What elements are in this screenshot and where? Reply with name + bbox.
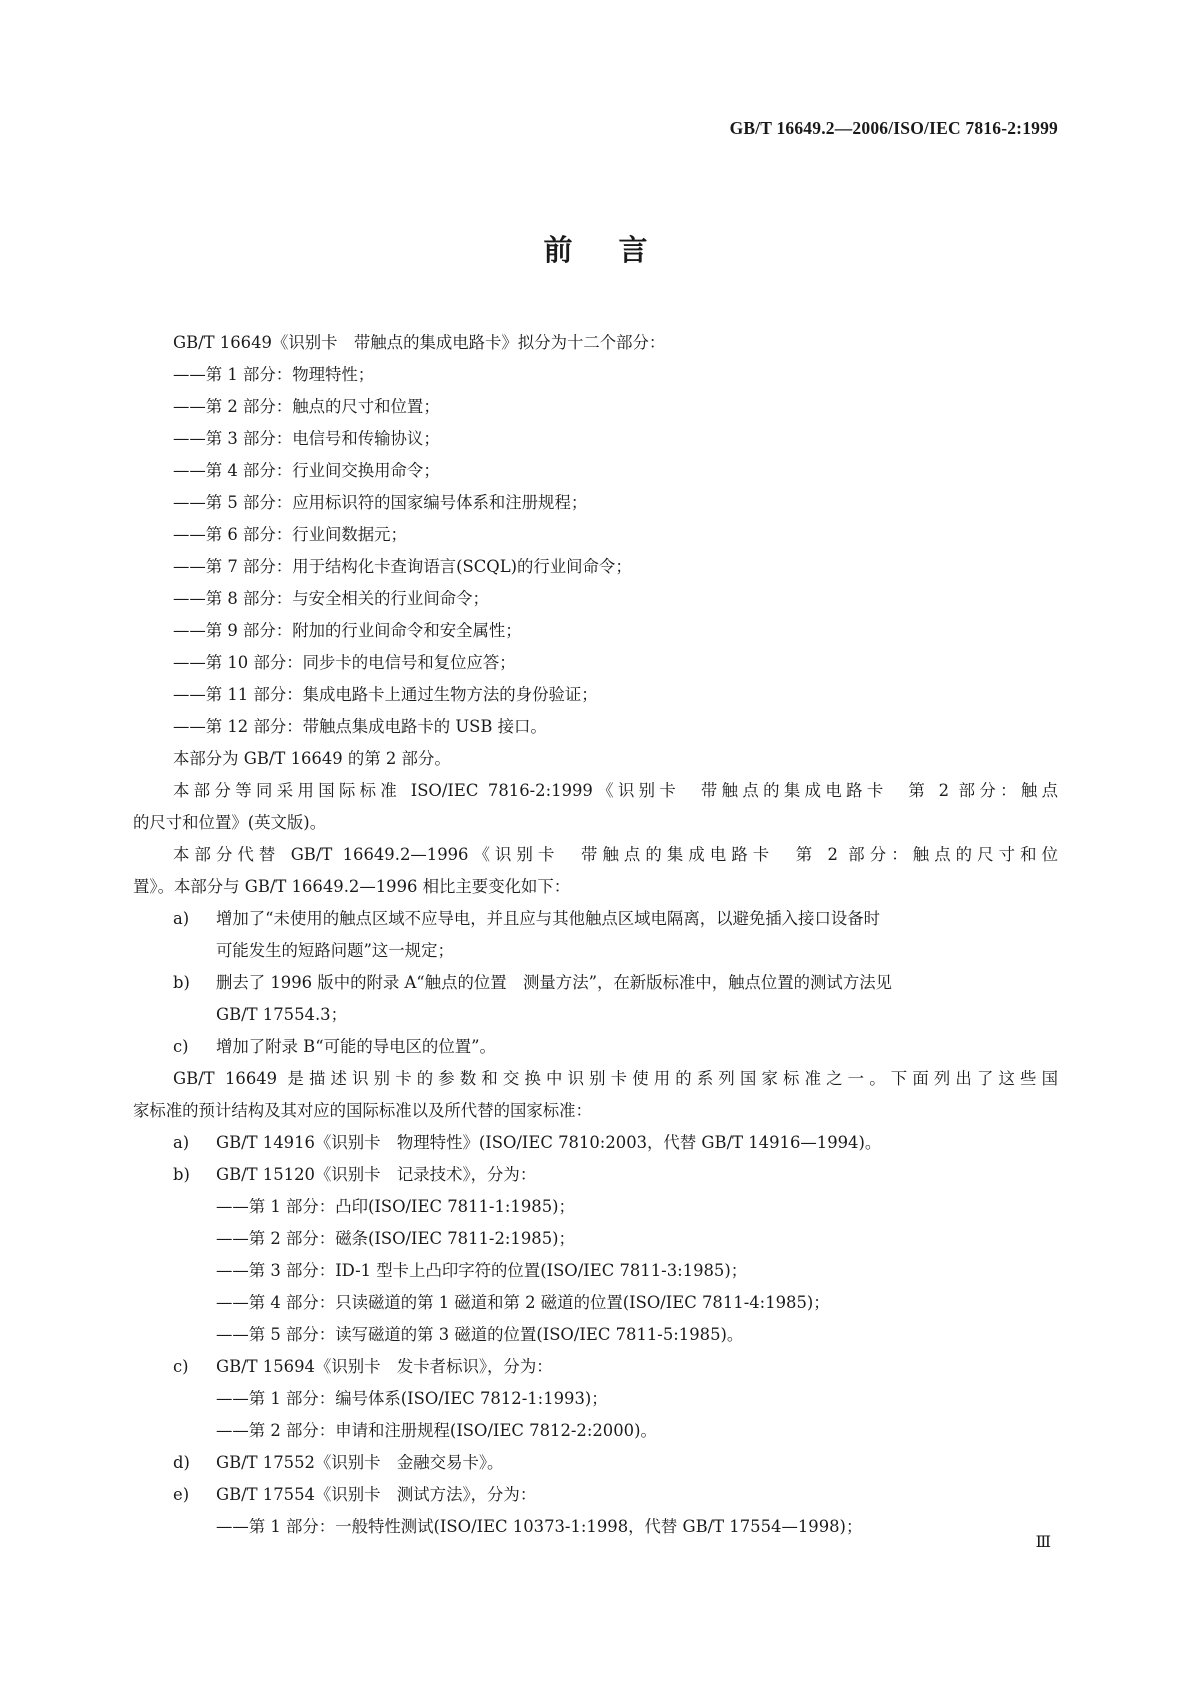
change-text: 删去了 1996 版中的附录 A“触点的位置 测量方法”，在新版标准中，触点位置的测试方法见 (216, 973, 892, 992)
series-item-a (133, 1127, 1058, 1159)
list-marker: d) (173, 1453, 190, 1472)
series-paragraph-line1: GB/T 16649 是描述识别卡的参数和交换中识别卡使用的系列国家标准之一。下面列出了这些国 (173, 1069, 1058, 1088)
part-list-item: ——第 9 部分：附加的行业间命令和安全属性； (173, 621, 522, 640)
series-sub-item: ——第 5 部分：读写磁道的第 3 磁道的位置(ISO/IEC 7811-5:1985)。 (216, 1325, 744, 1344)
series-sub-item: ——第 2 部分：申请和注册规程(ISO/IEC 7812-2:2000)。 (216, 1421, 657, 1440)
series-sub-item: ——第 2 部分：磁条(ISO/IEC 7811-2:1985)； (216, 1229, 575, 1248)
change-item-b-cont: GB/T 17554.3； (216, 1005, 347, 1024)
series-sub-item: ——第 1 部分：凸印(ISO/IEC 7811-1:1985)； (216, 1197, 575, 1216)
series-text: GB/T 15694《识别卡 发卡者标识》，分为： (216, 1357, 553, 1376)
part-list-item: ——第 11 部分：集成电路卡上通过生物方法的身份验证； (173, 685, 598, 704)
adoption-paragraph-line2: 的尺寸和位置》(英文版)。 (133, 813, 327, 832)
change-text: 增加了附录 B“可能的导电区的位置”。 (216, 1037, 496, 1056)
part-list-item: ——第 2 部分：触点的尺寸和位置； (173, 397, 440, 416)
change-text: 增加了“未使用的触点区域不应导电，并且应与其他触点区域电隔离，以避免插入接口设备时 (216, 909, 881, 928)
replacement-paragraph-line2: 置》。本部分与 GB/T 16649.2—1996 相比主要变化如下： (133, 877, 571, 896)
page-title: 前言 (543, 233, 694, 267)
change-item-c (133, 1031, 1058, 1063)
part-list-item: ——第 7 部分：用于结构化卡查询语言(SCQL)的行业间命令； (173, 557, 632, 576)
list-marker: c) (173, 1357, 189, 1376)
list-marker: a) (173, 1133, 190, 1152)
series-item-b (133, 1159, 1058, 1191)
replacement-paragraph-line1: 本部分代替 GB/T 16649.2—1996《识别卡 带触点的集成电路卡 第 2 部分：触点的尺寸和位 (173, 845, 1058, 864)
document-body (133, 327, 1058, 1543)
series-sub-item: ——第 4 部分：只读磁道的第 1 磁道和第 2 磁道的位置(ISO/IEC 7811-4:1985)； (216, 1293, 830, 1312)
adoption-paragraph-line1: 本部分等同采用国际标准 ISO/IEC 7816-2:1999《识别卡 带触点的集成电路卡 第 2 部分：触点 (173, 781, 1058, 800)
series-paragraph-line2: 家标准的预计结构及其对应的国际标准以及所代替的国家标准： (133, 1101, 592, 1120)
part-list-item: ——第 10 部分：同步卡的电信号和复位应答； (173, 653, 516, 672)
part-list-item: ——第 1 部分：物理特性； (173, 365, 375, 384)
list-marker: b) (173, 1165, 190, 1184)
intro-paragraph: GB/T 16649《识别卡 带触点的集成电路卡》拟分为十二个部分： (173, 333, 666, 352)
list-marker: c) (173, 1037, 189, 1056)
page-number: Ⅲ (1035, 1534, 1051, 1551)
list-marker: b) (173, 973, 190, 992)
list-marker: a) (173, 909, 190, 928)
series-sub-item: ——第 1 部分：一般特性测试(ISO/IEC 10373-1:1998，代替 GB/T 17554—1998)； (216, 1517, 863, 1536)
series-item-c (133, 1351, 1058, 1383)
list-marker: e) (173, 1485, 190, 1504)
series-item-e (133, 1479, 1058, 1511)
part-list-item: ——第 3 部分：电信号和传输协议； (173, 429, 440, 448)
part-list-item: ——第 12 部分：带触点集成电路卡的 USB 接口。 (173, 717, 547, 736)
series-sub-item: ——第 3 部分：ID-1 型卡上凸印字符的位置(ISO/IEC 7811-3:1985)； (216, 1261, 748, 1280)
standard-code-header: GB/T 16649.2—2006/ISO/IEC 7816-2:1999 (729, 118, 1058, 138)
series-sub-item: ——第 1 部分：编号体系(ISO/IEC 7812-1:1993)； (216, 1389, 608, 1408)
series-text: GB/T 17552《识别卡 金融交易卡》。 (216, 1453, 504, 1472)
part-list-item: ——第 6 部分：行业间数据元； (173, 525, 407, 544)
part2-paragraph: 本部分为 GB/T 16649 的第 2 部分。 (173, 749, 451, 768)
change-item-b (133, 967, 1058, 999)
part-list-item: ——第 8 部分：与安全相关的行业间命令； (173, 589, 489, 608)
part-list-item: ——第 5 部分：应用标识符的国家编号体系和注册规程； (173, 493, 588, 512)
change-item-a-cont: 可能发生的短路问题”这一规定； (216, 941, 454, 960)
part-list-item: ——第 4 部分：行业间交换用命令； (173, 461, 440, 480)
change-item-a (133, 903, 1058, 935)
series-text: GB/T 17554《识别卡 测试方法》，分为： (216, 1485, 537, 1504)
series-item-d (133, 1447, 1058, 1479)
series-text: GB/T 15120《识别卡 记录技术》，分为： (216, 1165, 537, 1184)
series-text: GB/T 14916《识别卡 物理特性》(ISO/IEC 7810:2003，代替 GB/T 14916—1994)。 (216, 1133, 882, 1152)
